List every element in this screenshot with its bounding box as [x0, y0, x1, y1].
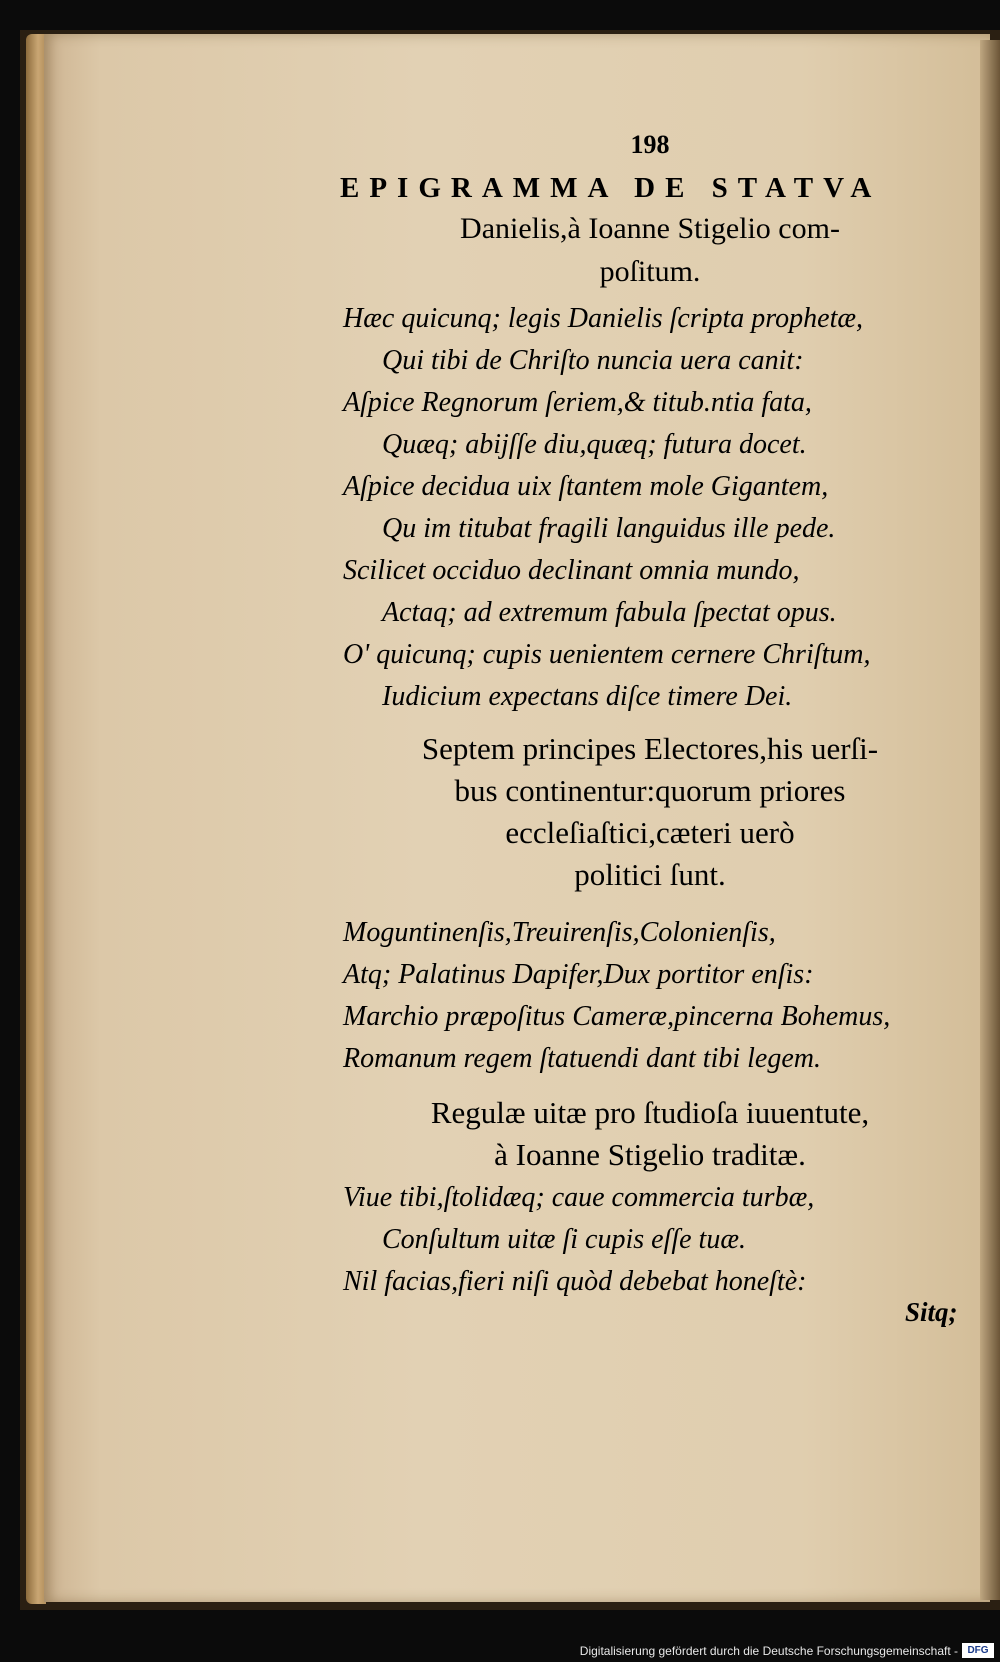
heading-subtitle-end: poſitum. — [599, 255, 701, 288]
heading-subtitle: Danielis,à Ioanne Stigelio com- — [460, 212, 840, 245]
electors-intro-line: bus continentur:quorum priores — [454, 773, 846, 808]
page-edge — [26, 34, 46, 1604]
electors-verse-line: Marchio præpoſitus Cameræ,pincerna Bohemus, — [343, 1001, 891, 1032]
rules-heading-line: Regulæ uitæ pro ſtudioſa iuuentute, — [430, 1095, 870, 1130]
electors-verse-line: Romanum regem ſtatuendi dant tibi legem. — [343, 1043, 821, 1074]
epigram-line: O' quicunq; cupis uenientem cernere Chriſtum, — [343, 639, 871, 670]
footer-credit: Digitalisierung gefördert durch die Deutsche Forschungsgemeinschaft - — [579, 1644, 958, 1658]
epigram-line: Aſpice decidua uix ſtantem mole Gigantem, — [343, 471, 829, 502]
page-number: 198 — [630, 130, 670, 159]
electors-intro-line: eccleſiaſtici,cæteri uerò — [505, 815, 795, 850]
epigram-line: Qu im titubat fragili languidus ille pede. — [382, 513, 836, 544]
epigram-line: Quæq; abijſſe diu,quæq; futura docet. — [382, 429, 807, 460]
electors-intro-line: politici ſunt. — [574, 857, 726, 892]
rules-verse-line: Conſultum uitæ ſi cupis eſſe tuæ. — [382, 1224, 746, 1255]
epigram-line: Qui tibi de Chriſto nuncia uera canit: — [382, 345, 804, 376]
electors-verse-line: Atq; Palatinus Dapifer,Dux portitor enſis: — [343, 959, 814, 990]
rules-heading-line: à Ioanne Stigelio traditæ. — [494, 1137, 806, 1172]
rules-verse-line: Viue tibi,ſtolidæq; caue commercia turbæ, — [343, 1182, 815, 1213]
electors-verse-line: Moguntinenſis,Treuirenſis,Colonienſis, — [343, 917, 776, 948]
epigram-line: Aſpice Regnorum ſeriem,& titub.ntia fata, — [343, 387, 812, 418]
dfg-logo: DFG — [962, 1643, 994, 1658]
gutter-shadow — [980, 40, 1000, 1600]
footer-bar — [0, 1640, 1000, 1662]
epigram-line: Hæc quicunq; legis Danielis ſcripta prophetæ, — [343, 303, 864, 334]
epigram-line: Iudicium expectans diſce timere Dei. — [382, 681, 793, 712]
epigram-line: Actaq; ad extremum fabula ſpectat opus. — [382, 597, 837, 628]
catchword: Sitq; — [905, 1297, 958, 1327]
electors-intro-line: Septem principes Electores,his uerſi- — [421, 731, 879, 766]
heading-title: EPIGRAMMA DE STATVA — [340, 172, 882, 204]
epigram-line: Scilicet occiduo declinant omnia mundo, — [343, 555, 800, 586]
rules-verse-line: Nil facias,fieri niſi quòd debebat honeſtè: — [343, 1266, 807, 1297]
